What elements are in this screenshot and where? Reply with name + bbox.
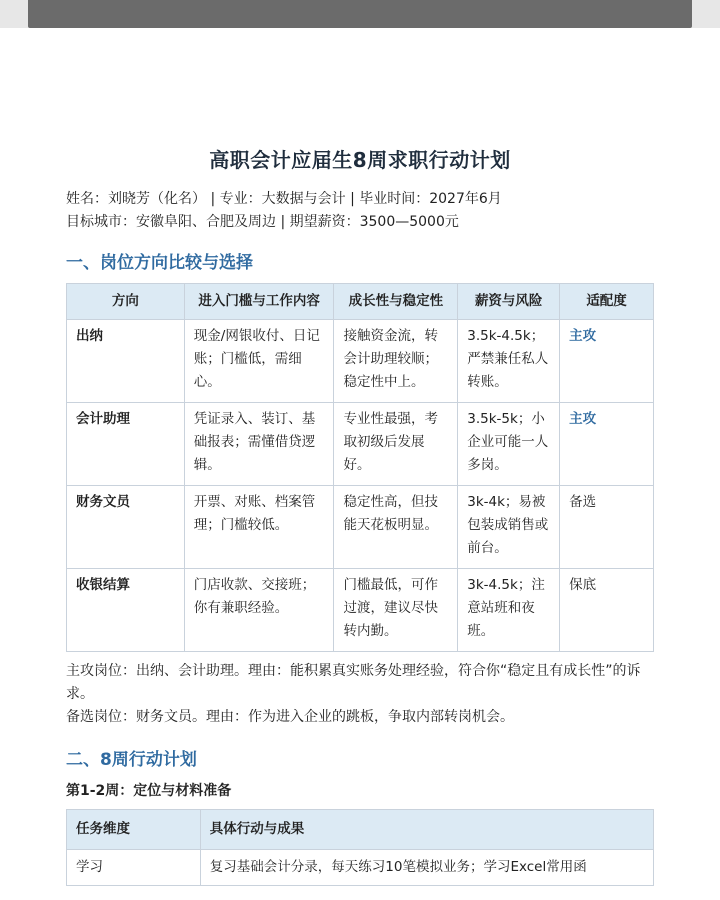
column-header-fit: 适配度	[560, 284, 654, 320]
plan-header-row	[67, 810, 654, 850]
cell-salary: 3.5k-4.5k；严禁兼任私人转账。	[458, 320, 560, 403]
column-header-direction: 方向	[67, 284, 185, 320]
table-row	[67, 850, 654, 886]
cell-growth: 门槛最低，可作过渡，建议尽快转内勤。	[334, 569, 458, 652]
week-1-2-heading: 第1-2周：定位与材料准备	[66, 783, 232, 799]
table-row	[67, 320, 654, 403]
note-primary-positions: 主攻岗位：出纳、会计助理。理由：能积累真实账务处理经验，符合你“稳定且有成长性”的诉求。	[66, 663, 641, 702]
cell-salary: 3k-4k；易被包装成销售或前台。	[458, 486, 560, 569]
meta-line-target: 目标城市：安徽阜阳、合肥及周边 | 期望薪资：3500—5000元	[66, 214, 459, 230]
note-backup-positions: 备选岗位：财务文员。理由：作为进入企业的跳板，争取内部转岗机会。	[66, 709, 514, 725]
cell-entry: 凭证录入、装订、基础报表；需懂借贷逻辑。	[184, 403, 334, 486]
cell-entry: 现金/网银收付、日记账；门槛低，需细心。	[184, 320, 334, 403]
section1-heading: 一、岗位方向比较与选择	[66, 253, 253, 273]
table-row	[67, 569, 654, 652]
column-header-entry: 进入门槛与工作内容	[184, 284, 334, 320]
cell-entry: 门店收款、交接班；你有兼职经验。	[184, 569, 334, 652]
document-page	[0, 28, 720, 900]
section2-heading: 二、8周行动计划	[66, 750, 197, 770]
viewer-top-bar	[28, 0, 692, 28]
cell-fit: 备选	[560, 486, 654, 569]
document-title: 高职会计应届生8周求职行动计划	[209, 148, 511, 172]
table-row	[67, 486, 654, 569]
position-notes	[66, 660, 654, 729]
cell-entry: 开票、对账、档案管理；门槛较低。	[184, 486, 334, 569]
cell-direction: 会计助理	[67, 403, 185, 486]
cell-growth: 稳定性高，但技能天花板明显。	[334, 486, 458, 569]
table-header-row	[67, 284, 654, 320]
cell-fit: 主攻	[560, 403, 654, 486]
cell-salary: 3.5k-5k；小企业可能一人多岗。	[458, 403, 560, 486]
table-row	[67, 403, 654, 486]
cell-direction: 财务文员	[67, 486, 185, 569]
cell-salary: 3k-4.5k；注意站班和夜班。	[458, 569, 560, 652]
column-header-salary: 薪资与风险	[458, 284, 560, 320]
cell-direction: 收银结算	[67, 569, 185, 652]
cell-fit: 主攻	[560, 320, 654, 403]
cell-fit: 保底	[560, 569, 654, 652]
cell-growth: 接触资金流，转会计助理较顺；稳定性中上。	[334, 320, 458, 403]
position-comparison-table	[66, 283, 654, 652]
cell-direction: 出纳	[67, 320, 185, 403]
column-header-growth: 成长性与稳定性	[334, 284, 458, 320]
action-plan-table	[66, 809, 654, 886]
cell-dimension: 学习	[67, 850, 201, 886]
column-header-dimension: 任务维度	[67, 810, 201, 850]
column-header-action: 具体行动与成果	[200, 810, 653, 850]
cell-action: 复习基础会计分录，每天练习10笔模拟业务；学习Excel常用函	[200, 850, 653, 886]
cell-growth: 专业性最强，考取初级后发展好。	[334, 403, 458, 486]
meta-line-personal: 姓名：刘晓芳（化名） | 专业：大数据与会计 | 毕业时间：2027年6月	[66, 191, 502, 207]
document-meta	[66, 188, 654, 234]
